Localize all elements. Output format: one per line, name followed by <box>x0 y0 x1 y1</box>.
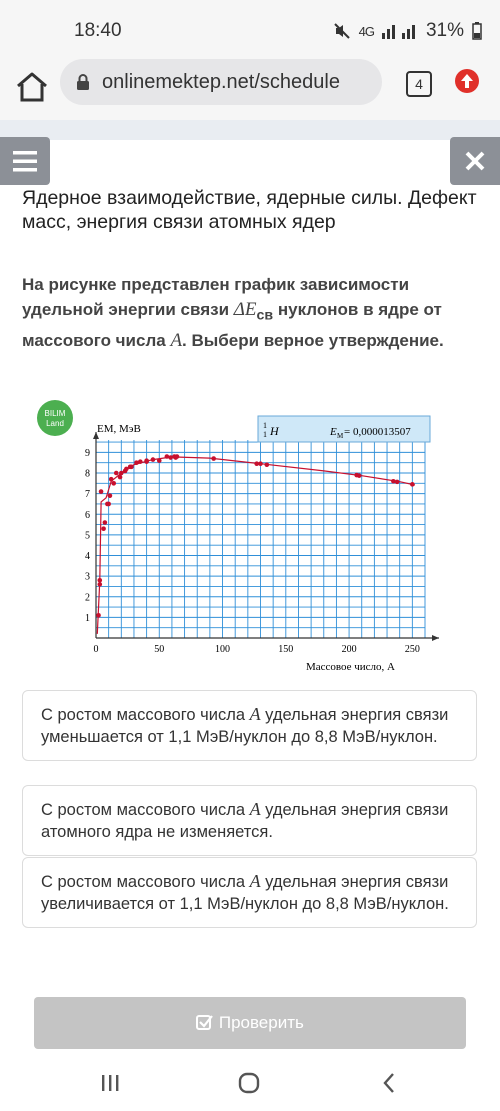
question-part1: На рисунке представлен график зависимости удельной энергии связи <box>22 275 410 319</box>
y-tick-label: 9 <box>85 447 90 459</box>
x-axis-arrow <box>432 635 439 641</box>
home-icon[interactable] <box>14 69 50 105</box>
y-tick-label: 6 <box>85 509 90 521</box>
data-point <box>410 482 415 487</box>
y-axis-label: EМ, МэВ <box>97 423 141 435</box>
question-part2: нуклонов в ядре от массового числа <box>22 300 442 351</box>
option-1-part1: С ростом массового числа <box>41 706 250 724</box>
data-point <box>106 502 111 507</box>
option-1-var: A <box>249 704 261 724</box>
browser-toolbar <box>0 55 500 120</box>
data-point <box>157 458 162 463</box>
question-symbol: ΔE <box>233 299 257 320</box>
inset-energy-symbol: E <box>330 426 337 438</box>
binding-energy-chart <box>30 392 480 682</box>
signal-icon <box>382 23 418 39</box>
y-tick-label: 5 <box>85 530 90 542</box>
data-point <box>175 454 180 459</box>
data-point <box>97 578 102 583</box>
y-tick-label: 2 <box>85 592 90 604</box>
battery-icon <box>472 22 482 40</box>
lesson-title: Ядерное взаимодействие, ядерные силы. Дефект масс, энергия связи атомных ядер <box>22 187 477 233</box>
chart-grid <box>96 440 425 638</box>
menu-button[interactable] <box>0 137 50 185</box>
option-2-var: A <box>249 799 261 819</box>
chart-ticks <box>85 448 420 655</box>
bilim-land-logo <box>37 400 73 436</box>
logo-line2: Land <box>46 419 64 428</box>
option-1-part2: удельная энергия связи уменьшается от 1,1 МэВ/нуклон до 8,8 МэВ/нуклон. <box>41 706 449 746</box>
checkbox-icon <box>196 1013 214 1031</box>
url-text: onlinemektep.net/schedule <box>102 71 340 93</box>
close-button[interactable] <box>450 137 500 185</box>
network-type: 4G <box>358 23 374 39</box>
data-point <box>395 480 400 485</box>
page-background <box>0 120 500 140</box>
binding-energy-figure <box>30 392 480 682</box>
data-point <box>114 471 119 476</box>
data-point <box>258 461 263 466</box>
upgrade-icon[interactable] <box>455 69 479 93</box>
question-text <box>22 272 482 353</box>
y-tick-label: 7 <box>85 489 90 501</box>
data-point <box>103 520 108 525</box>
inset-isotope-mass: 1 <box>263 421 267 430</box>
data-point <box>151 457 156 462</box>
question-var-a: A <box>170 330 183 352</box>
nav-home-icon[interactable] <box>237 1071 261 1095</box>
question-subscript: св <box>256 307 274 324</box>
data-point <box>357 473 362 478</box>
option-3-var: A <box>249 871 261 891</box>
inset-energy-sub: М <box>337 432 344 440</box>
data-point <box>138 459 143 464</box>
data-point <box>101 526 106 531</box>
inset-isotope-z: 1 <box>263 430 267 439</box>
x-tick-label: 0 <box>93 644 99 655</box>
data-point <box>109 477 114 482</box>
option-3-part1: С ростом массового числа <box>41 873 250 891</box>
data-point <box>111 481 116 486</box>
inset-isotope-symbol: H <box>270 424 279 438</box>
x-tick-label: 250 <box>404 644 420 655</box>
data-point <box>96 613 101 618</box>
answer-option-3[interactable] <box>22 857 477 928</box>
status-time: 18:40 <box>74 20 122 41</box>
question-part3: . Выбери верное утверждение. <box>182 331 444 351</box>
y-tick-label: 8 <box>85 468 90 480</box>
close-icon <box>450 137 500 185</box>
y-tick-label: 3 <box>85 571 90 583</box>
data-point <box>144 458 149 463</box>
recents-icon[interactable] <box>100 1072 120 1094</box>
menu-icon <box>0 137 50 185</box>
option-2-part2: удельная энергия связи атомного ядра не изменяется. <box>41 801 449 841</box>
mute-icon <box>333 22 351 40</box>
status-bar <box>0 0 500 60</box>
data-point <box>211 456 216 461</box>
inset-energy-value: = 0,000013507 <box>344 426 411 438</box>
data-point <box>265 462 270 467</box>
battery-level: 31% <box>425 20 464 41</box>
x-tick-label: 200 <box>341 644 357 655</box>
back-icon[interactable] <box>381 1071 397 1095</box>
data-point <box>108 493 113 498</box>
data-point <box>129 465 134 470</box>
check-answer-button[interactable] <box>34 997 466 1049</box>
system-navigation-bar <box>0 1057 500 1111</box>
option-3-part2: удельная энергия связи увеличивается от 1,1 МэВ/нуклон до 8,8 МэВ/нуклон. <box>41 873 449 913</box>
x-tick-label: 100 <box>215 644 231 655</box>
x-tick-label: 50 <box>154 644 165 655</box>
answer-option-1[interactable] <box>22 690 477 761</box>
data-point <box>97 582 102 587</box>
data-point <box>118 475 123 480</box>
y-tick-label: 1 <box>85 612 90 624</box>
answer-option-2[interactable] <box>22 785 477 856</box>
y-tick-label: 4 <box>85 551 90 562</box>
x-axis-label: Массовое число, A <box>305 661 395 673</box>
address-bar[interactable] <box>60 59 382 105</box>
x-tick-label: 150 <box>278 644 294 655</box>
data-point <box>99 489 104 494</box>
lock-icon <box>74 73 92 91</box>
tab-switcher-button[interactable]: 4 <box>406 71 432 97</box>
option-2-part1: С ростом массового числа <box>41 801 250 819</box>
status-icons <box>333 20 482 42</box>
logo-line1: BILIM <box>44 409 66 418</box>
check-answer-label: Проверить <box>218 1013 304 1032</box>
chart-points <box>96 454 414 617</box>
